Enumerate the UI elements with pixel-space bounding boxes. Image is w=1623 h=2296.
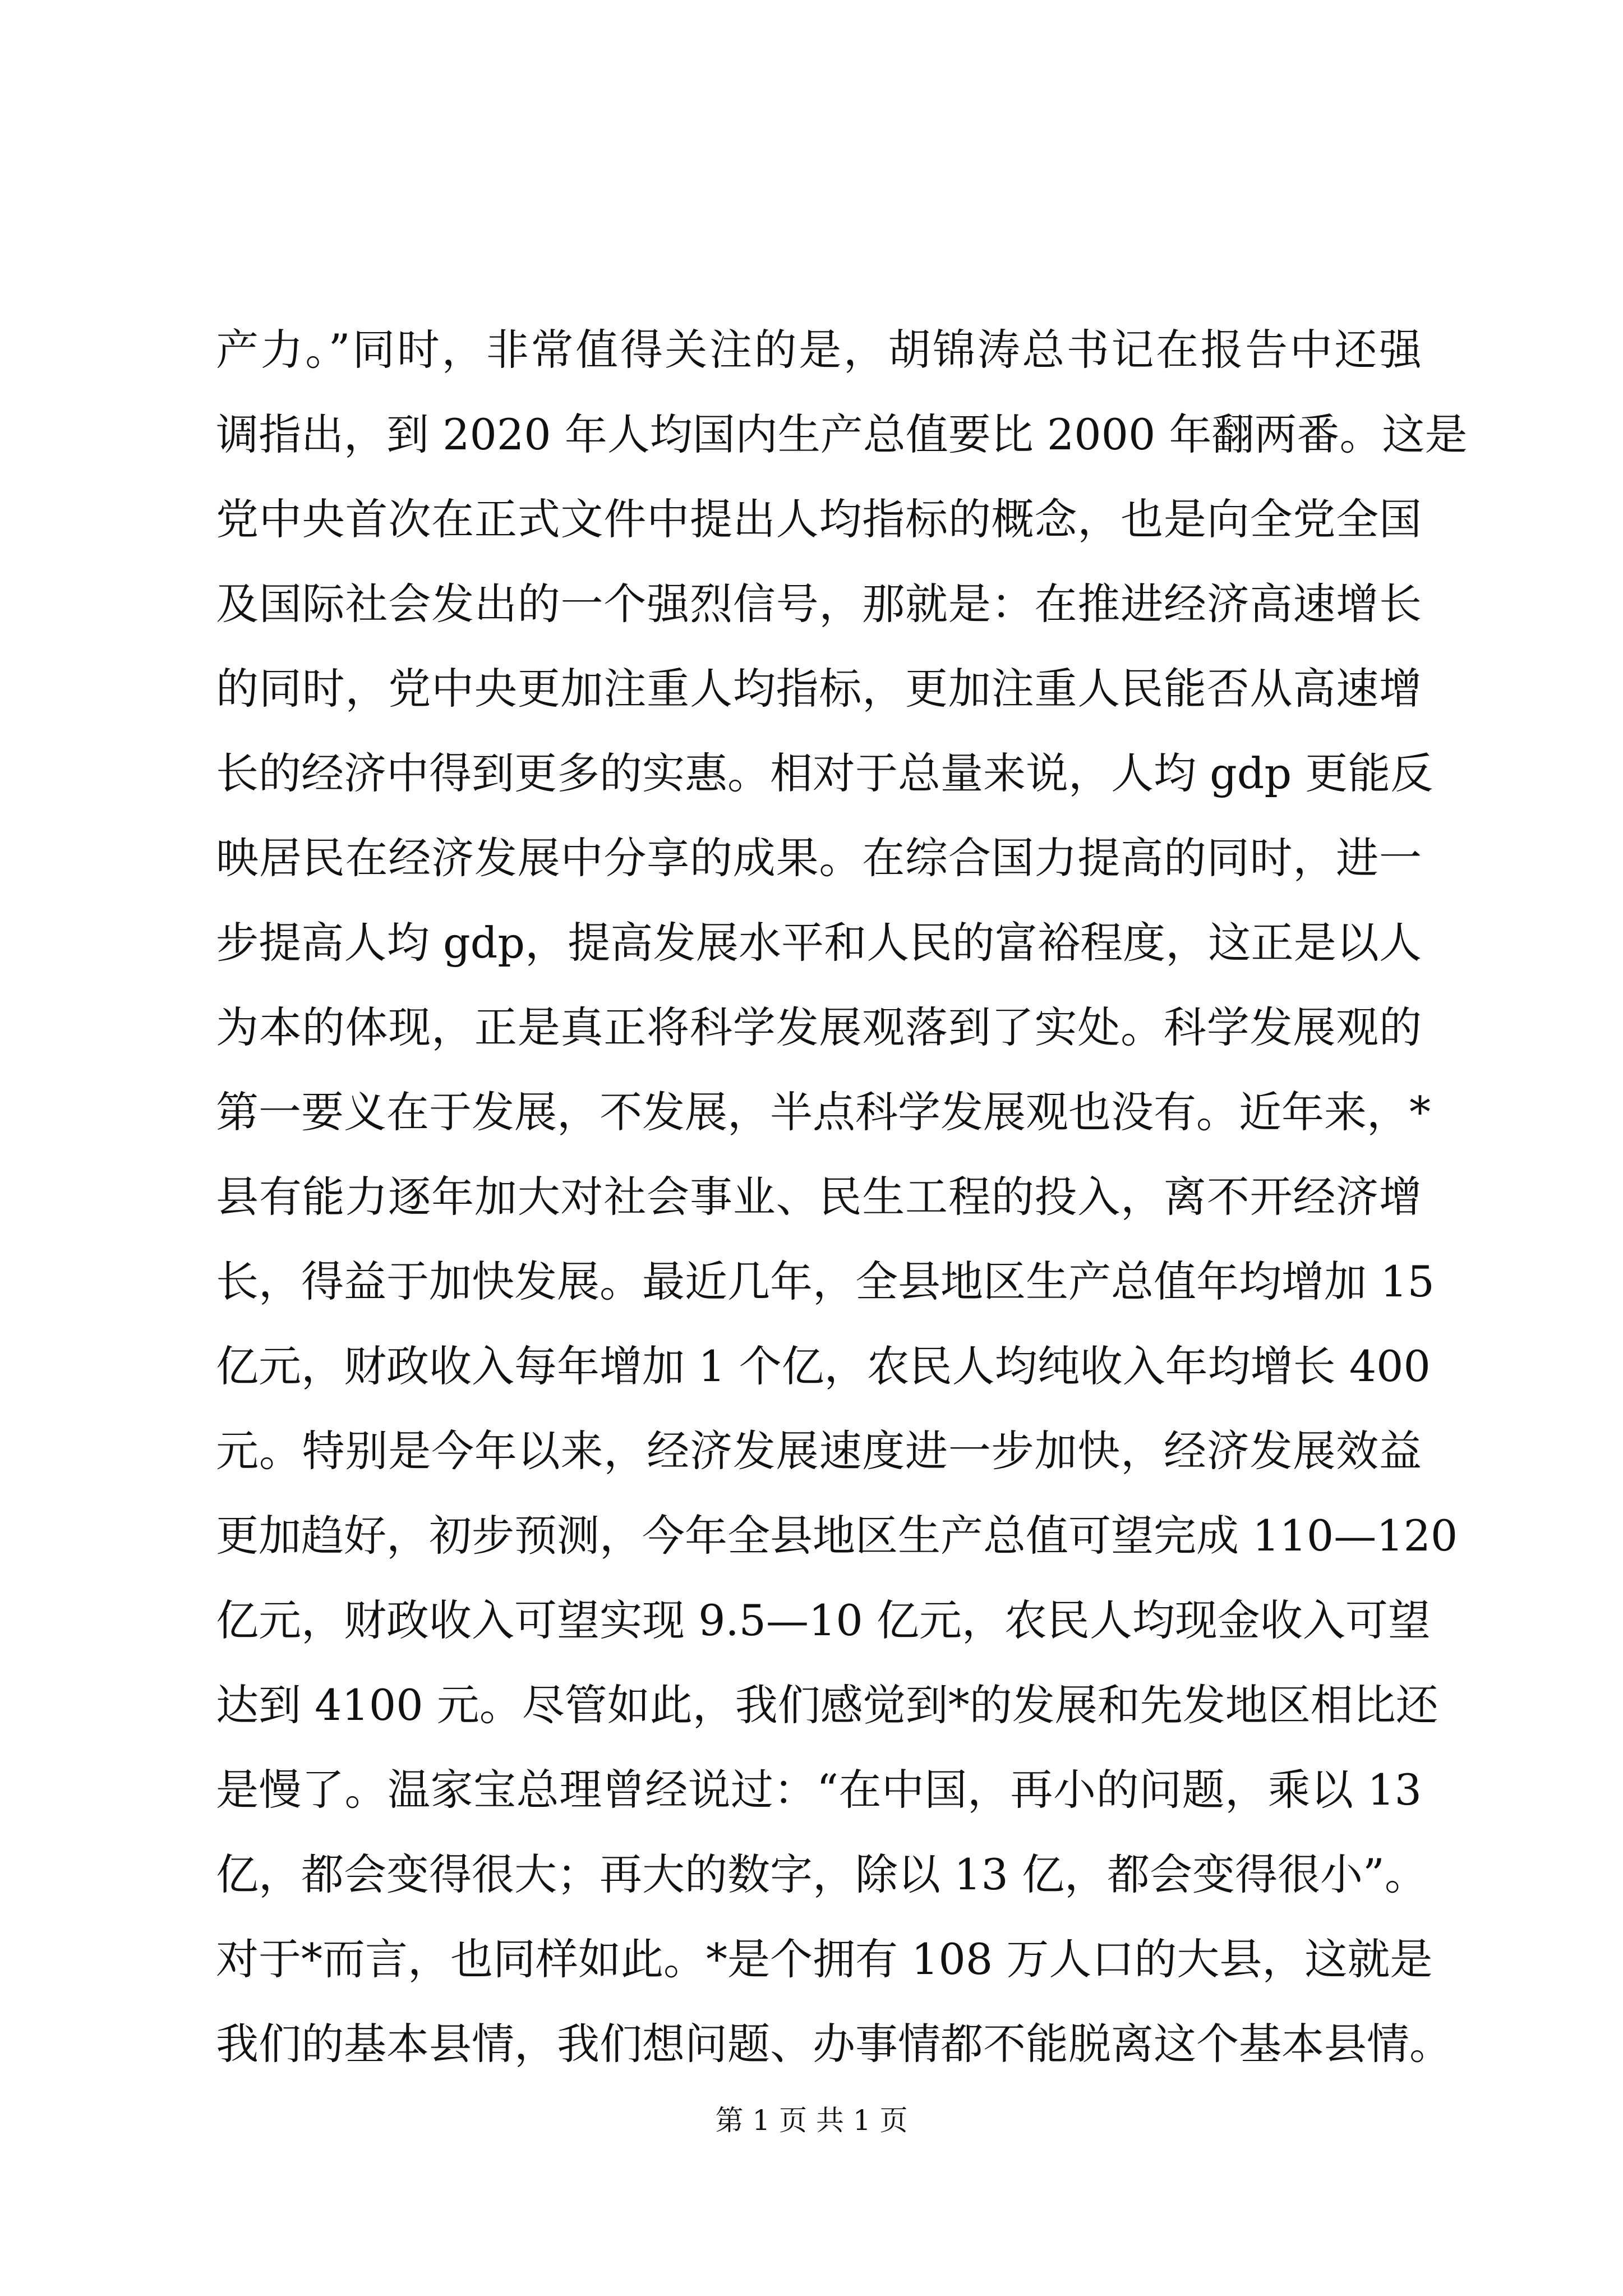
text-line: 长的经济中得到更多的实惠。相对于总量来说，人均 gdp 更能反 <box>216 748 1433 798</box>
text-line: 调指出，到 2020 年人均国内生产总值要比 2000 年翻两番。这是 <box>216 409 1468 459</box>
text-line: 产力。”同时，非常值得关注的是，胡锦涛总书记在报告中还强 <box>216 325 1422 375</box>
text-line: 亿，都会变得很大；再大的数字，除以 13 亿，都会变得很小”。 <box>216 1849 1427 1899</box>
text-line: 的同时，党中央更加注重人均指标，更加注重人民能否从高速增 <box>216 664 1422 714</box>
text-line: 长，得益于加快发展。最近几年，全县地区生产总值年均增加 15 <box>216 1257 1435 1306</box>
text-line: 亿元，财政收入每年增加 1 个亿，农民人均纯收入年均增长 400 <box>216 1341 1431 1391</box>
text-line: 步提高人均 gdp，提高发展水平和人民的富裕程度，这正是以人 <box>216 918 1422 968</box>
text-line: 为本的体现，正是真正将科学发展观落到了实处。科学发展观的 <box>216 1002 1422 1052</box>
text-line: 达到 4100 元。尽管如此，我们感觉到*的发展和先发地区相比还 <box>216 1680 1438 1730</box>
text-line: 亿元，财政收入可望实现 9.5—10 亿元，农民人均现金收入可望 <box>216 1595 1431 1645</box>
text-line: 元。特别是今年以来，经济发展速度进一步加快，经济发展效益 <box>216 1426 1422 1476</box>
page-footer: 第 1 页 共 1 页 <box>715 2104 908 2137</box>
text-line: 更加趋好，初步预测，今年全县地区生产总值可望完成 110—120 <box>216 1511 1458 1561</box>
body-text <box>216 307 1468 2086</box>
text-line: 是慢了。温家宝总理曾经说过：“在中国，再小的问题，乘以 13 <box>216 1765 1422 1815</box>
text-line: 县有能力逐年加大对社会事业、民生工程的投入，离不开经济增 <box>216 1172 1422 1222</box>
text-line: 我们的基本县情，我们想问题、办事情都不能脱离这个基本县情。 <box>216 2019 1452 2069</box>
text-line: 及国际社会发出的一个强烈信号，那就是：在推进经济高速增长 <box>216 579 1422 629</box>
text-line: 映居民在经济发展中分享的成果。在综合国力提高的同时，进一 <box>216 833 1422 883</box>
text-line: 第一要义在于发展，不发展，半点科学发展观也没有。近年来，* <box>216 1087 1431 1137</box>
text-line: 对于*而言，也同样如此。*是个拥有 108 万人口的大县，这就是 <box>216 1934 1433 1984</box>
text-line: 党中央首次在正式文件中提出人均指标的概念，也是向全党全国 <box>216 494 1422 544</box>
